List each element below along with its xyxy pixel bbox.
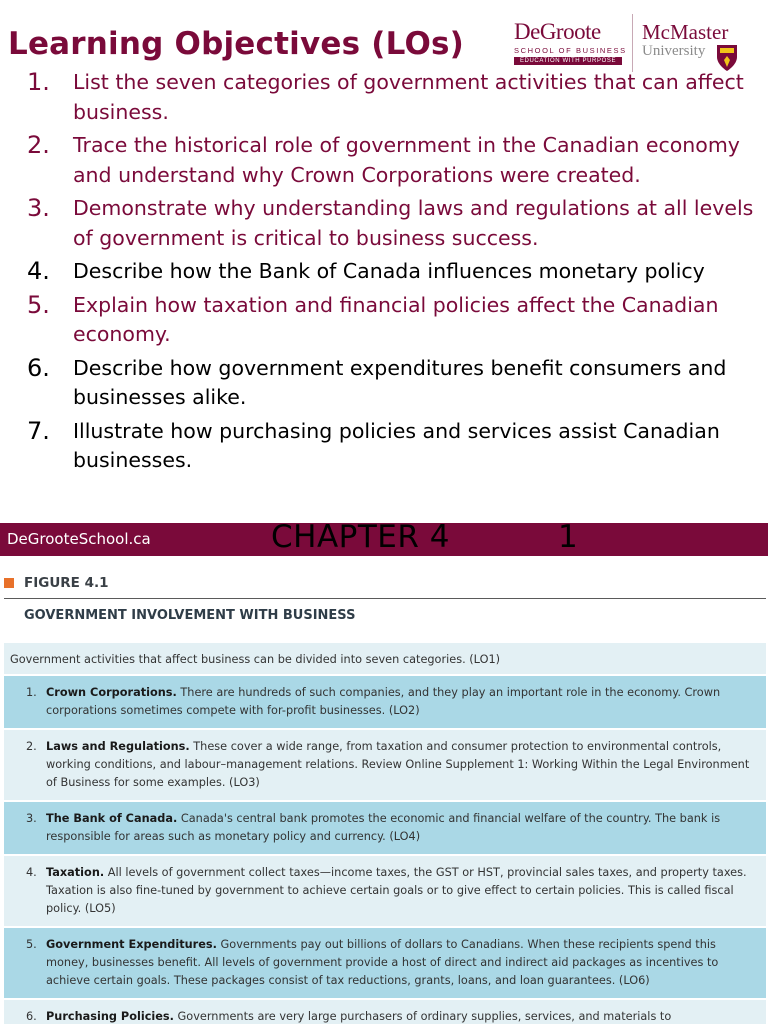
table-row [4, 802, 766, 854]
objective-text: Explain how taxation and financial policies affect the Canadian economy. [73, 292, 719, 346]
row-text: Governments are very large purchasers of ordinary supplies, services, and materials to [173, 1010, 672, 1023]
row-text: All levels of government collect taxes—income taxes, the GST or HST, provincial sales taxes, and property taxes. Taxation is also fine-tuned by government to achieve certain goals or to give effect to certain policies. This is called fiscal policy. (LO5) [46, 866, 747, 915]
objective-item [0, 68, 768, 127]
objective-number: 7. [27, 416, 50, 445]
figure-4-1 [0, 566, 768, 1024]
degroote-name: DeGroote [514, 19, 601, 44]
objective-number: 2. [27, 131, 50, 159]
row-number: 2. [26, 740, 37, 753]
mcmaster-name: McMaster [642, 20, 729, 44]
table-row [4, 856, 766, 926]
objective-text: List the seven categories of government activities that can affect business. [73, 70, 744, 124]
table-row [4, 928, 766, 998]
row-term: Government Expenditures. [46, 938, 217, 951]
row-number: 5. [26, 938, 37, 951]
row-number: 3. [26, 812, 37, 825]
objective-number: 6. [27, 353, 50, 382]
row-term: Purchasing Policies. [46, 1010, 174, 1023]
row-term: Taxation. [46, 866, 105, 879]
objective-text: Describe how the Bank of Canada influences monetary policy [73, 259, 705, 283]
row-number: 6. [26, 1010, 37, 1023]
row-number: 1. [26, 686, 37, 699]
figure-heading: GOVERNMENT INVOLVEMENT WITH BUSINESS [24, 608, 356, 623]
objective-number: 5. [27, 290, 50, 319]
objective-text: Illustrate how purchasing policies and services assist Canadian businesses. [73, 418, 720, 472]
row-term: The Bank of Canada. [46, 812, 178, 825]
slide-footer-bar [0, 519, 768, 556]
footer-site-link[interactable]: DeGrooteSchool.ca [7, 530, 151, 548]
degroote-subtitle: SCHOOL OF BUSINESS [514, 46, 627, 55]
figure-square-icon [4, 578, 14, 588]
degroote-logo [514, 19, 627, 65]
row-text: Canada's central bank promotes the economic and financial welfare of the country. The bank is responsible for areas such as monetary policy and currency. (LO4) [46, 812, 721, 843]
row-text: There are hundreds of such companies, and they play an important role in the economy. Crown corporations sometimes compete with for-profit businesses. (LO2) [46, 686, 721, 717]
objective-text: Demonstrate why understanding laws and regulations at all levels of government is critical to business success. [73, 196, 754, 250]
figure-label [4, 575, 109, 591]
figure-rule [4, 598, 766, 599]
row-text: Governments pay out billions of dollars to Canadians. When these recipients spend this money, businesses benefit. All levels of government provide a host of direct and indirect aid packages as incentives to achieve certain goals. These packages consist of tax reductions, grants, loans, and loan guarantees. (LO6) [46, 938, 719, 987]
figure-label-text: FIGURE 4.1 [24, 575, 109, 591]
row-number: 4. [26, 866, 37, 879]
degroote-tagline: EDUCATION WITH PURPOSE [514, 57, 622, 65]
row-text: These cover a wide range, from taxation and consumer protection to environmental controls, working conditions, and labour–management relations. Review Online Supplement 1: Working Within the Legal Environment of Business for some examples. (LO3) [46, 740, 750, 789]
mcmaster-subtitle: University [642, 43, 706, 59]
row-term: Crown Corporations. [46, 686, 177, 699]
footer-chapter: CHAPTER 4 [271, 519, 450, 555]
learning-objectives-list [0, 68, 768, 480]
logo-divider [632, 14, 633, 72]
page-title: Learning Objectives (LOs) [8, 26, 465, 62]
table-row [4, 1000, 766, 1024]
objective-item [0, 354, 768, 413]
objective-item [0, 417, 768, 476]
table-row [4, 730, 766, 800]
objective-number: 3. [27, 194, 50, 222]
objective-item [0, 131, 768, 190]
objective-item [0, 291, 768, 350]
objective-number: 4. [27, 257, 50, 285]
figure-table [4, 643, 766, 1024]
table-row [4, 676, 766, 728]
figure-intro: Government activities that affect business can be divided into seven categories. (LO1) [4, 643, 766, 674]
objective-item [0, 194, 768, 253]
objective-text: Describe how government expenditures benefit consumers and businesses alike. [73, 355, 727, 409]
objective-item [0, 257, 768, 287]
objective-text: Trace the historical role of government in the Canadian economy and understand why Crown Corporations were created. [73, 133, 740, 187]
objective-number: 1. [27, 68, 50, 96]
row-term: Laws and Regulations. [46, 740, 190, 753]
footer-page-number: 1 [558, 519, 578, 555]
